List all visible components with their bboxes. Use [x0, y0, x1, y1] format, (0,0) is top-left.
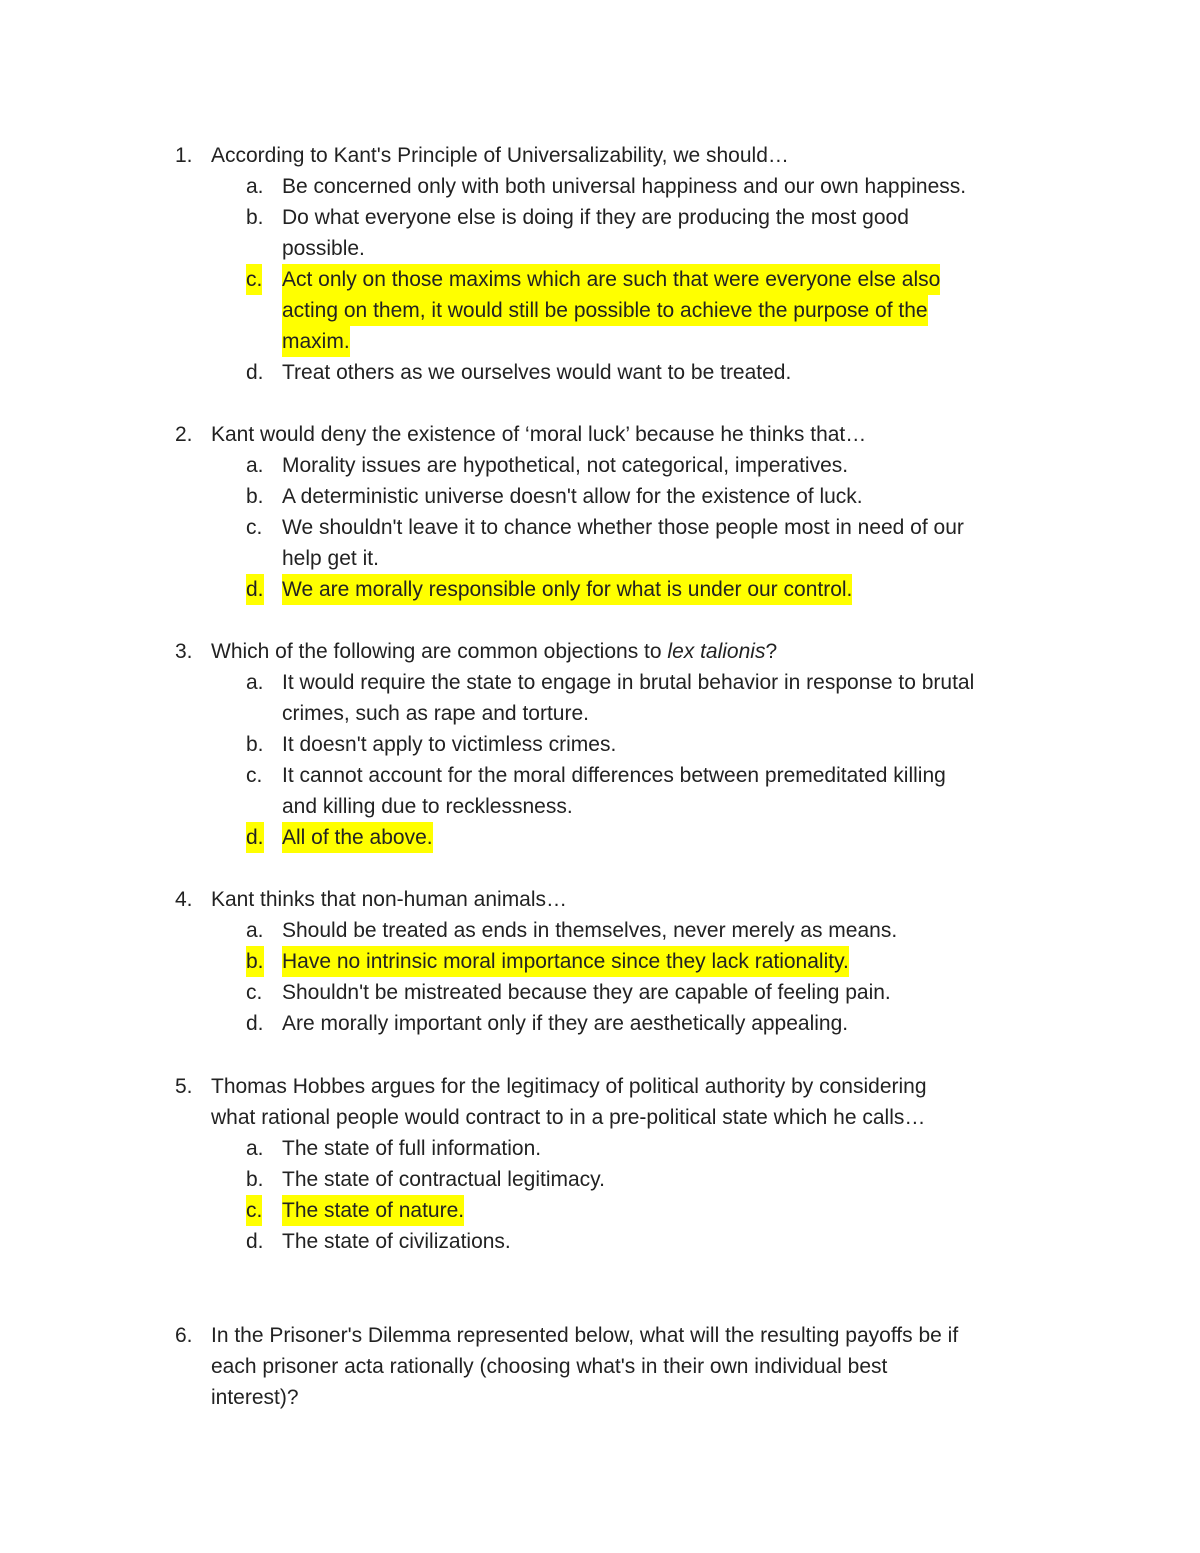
- highlighted-answer: We are morally responsible only for what is under our control.: [282, 574, 852, 605]
- question-text: Kant thinks that non-human animals…: [211, 888, 568, 911]
- option-text: The state of contractual legitimacy.: [282, 1168, 605, 1191]
- option-text: Be concerned only with both universal happiness and our own happiness.: [282, 175, 967, 198]
- option-letter: b.: [246, 206, 264, 229]
- option-text: A deterministic universe doesn't allow for the existence of luck.: [282, 485, 863, 508]
- option-text: and killing due to recklessness.: [282, 795, 573, 818]
- option-text: The state of full information.: [282, 1137, 542, 1160]
- highlighted-answer: All of the above.: [282, 822, 433, 853]
- question-text: what rational people would contract to in a pre-political state which he calls…: [211, 1106, 926, 1129]
- question-text: [211, 636, 777, 667]
- question-text: Kant would deny the existence of ‘moral luck’ because he thinks that…: [211, 423, 867, 446]
- option-text: It would require the state to engage in brutal behavior in response to brutal: [282, 671, 975, 694]
- option-text: Are morally important only if they are aesthetically appealing.: [282, 1012, 849, 1035]
- option-letter: d.: [246, 1012, 264, 1035]
- option-text: It doesn't apply to victimless crimes.: [282, 733, 617, 756]
- highlighted-option-letter: d.: [246, 822, 264, 853]
- highlighted-answer: maxim.: [282, 326, 350, 357]
- option-letter: b.: [246, 485, 264, 508]
- question-text: each prisoner acta rationally (choosing what's in their own individual best: [211, 1355, 888, 1378]
- highlighted-answer: Have no intrinsic moral importance since they lack rationality.: [282, 946, 849, 977]
- highlighted-option-letter: c.: [246, 1195, 262, 1226]
- question-text-start: Which of the following are common objections to: [211, 640, 668, 663]
- option-letter: d.: [246, 361, 264, 384]
- option-letter: a.: [246, 175, 264, 198]
- highlighted-answer: acting on them, it would still be possible to achieve the purpose of the: [282, 295, 928, 326]
- question-number: 6.: [175, 1324, 193, 1347]
- italic-term: lex talionis: [667, 640, 766, 663]
- option-letter: b.: [246, 733, 264, 756]
- option-text: Do what everyone else is doing if they are producing the most good: [282, 206, 909, 229]
- option-letter: a.: [246, 454, 264, 477]
- question-number: 1.: [175, 144, 193, 167]
- option-text: possible.: [282, 237, 365, 260]
- option-text: Shouldn't be mistreated because they are capable of feeling pain.: [282, 981, 891, 1004]
- option-text: help get it.: [282, 547, 379, 570]
- question-text: According to Kant's Principle of Universalizability, we should…: [211, 144, 789, 167]
- highlighted-answer: The state of nature.: [282, 1195, 464, 1226]
- highlighted-option-letter: c.: [246, 264, 262, 295]
- option-letter: c.: [246, 764, 263, 787]
- option-text: The state of civilizations.: [282, 1230, 511, 1253]
- option-text: Treat others as we ourselves would want to be treated.: [282, 361, 792, 384]
- option-text: It cannot account for the moral differences between premeditated killing: [282, 764, 946, 787]
- question-number: 2.: [175, 423, 193, 446]
- option-letter: a.: [246, 919, 264, 942]
- question-text: In the Prisoner's Dilemma represented below, what will the resulting payoffs be if: [211, 1324, 959, 1347]
- option-letter: c.: [246, 981, 263, 1004]
- highlighted-option-letter: b.: [246, 946, 264, 977]
- option-text: crimes, such as rape and torture.: [282, 702, 589, 725]
- option-letter: d.: [246, 1230, 264, 1253]
- question-number: 5.: [175, 1075, 193, 1098]
- option-text: Should be treated as ends in themselves, never merely as means.: [282, 919, 898, 942]
- option-letter: c.: [246, 516, 263, 539]
- question-text-end: ?: [765, 640, 778, 663]
- question-text: interest)?: [211, 1386, 299, 1409]
- option-text: We shouldn't leave it to chance whether those people most in need of our: [282, 516, 964, 539]
- highlighted-option-letter: d.: [246, 574, 264, 605]
- question-number: 3.: [175, 640, 193, 663]
- option-letter: b.: [246, 1168, 264, 1191]
- option-text: Morality issues are hypothetical, not categorical, imperatives.: [282, 454, 849, 477]
- option-letter: a.: [246, 671, 264, 694]
- highlighted-answer: Act only on those maxims which are such that were everyone else also: [282, 264, 940, 295]
- question-number: 4.: [175, 888, 193, 911]
- question-text: Thomas Hobbes argues for the legitimacy of political authority by considering: [211, 1075, 927, 1098]
- option-letter: a.: [246, 1137, 264, 1160]
